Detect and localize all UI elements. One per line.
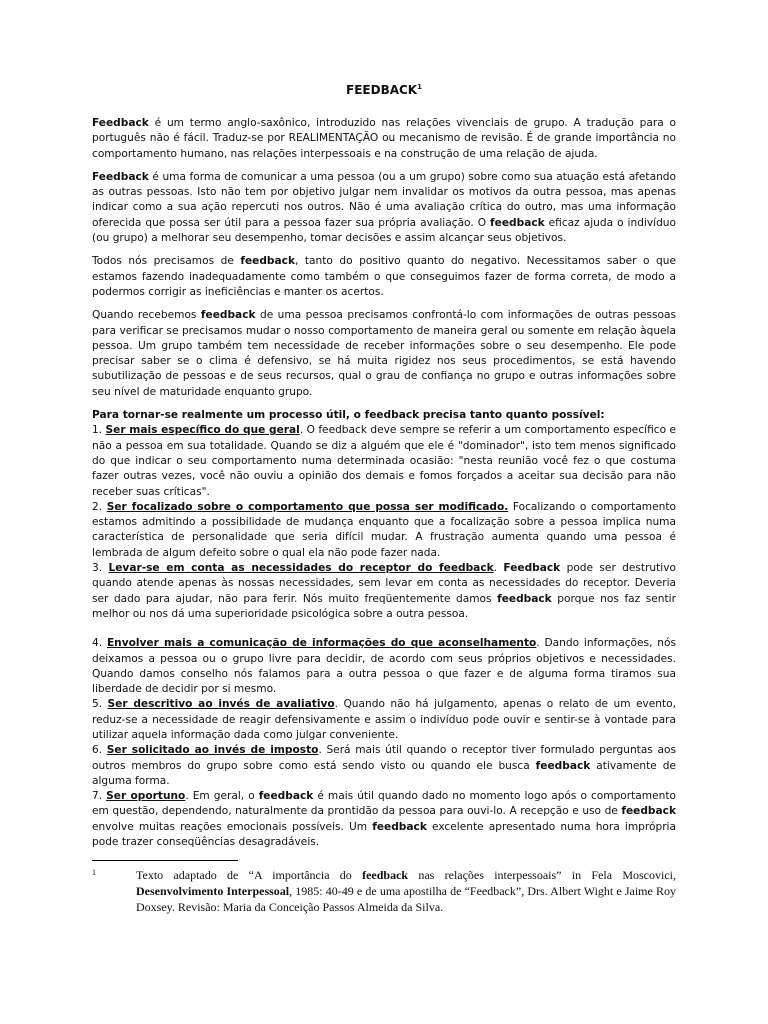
paragraph-receiving: Quando recebemos feedback de uma pessoa precisamos confrontá-lo com informações de outras pessoas para verificar se precisamos mudar o nosso comportamento de maneira geral ou somente em relação àquela pessoa. Um grupo também tem necessidade de receber informações sobre o seu desempenho. Ele pode precisar saber se o clima é defensivo, se há muita rigidez nos seus procedimentos, se está havendo subutilização de pessoas e de seus recursos, qual o grau de confiança no grupo e outras informações sobre seu nível de maturidade enquanto grupo. — [92, 309, 676, 398]
paragraph-definition: Feedback é um termo anglo-saxônico, introduzido nas relações vivenciais de grupo. A tradução para o português não é fácil. Traduz-se por REALIMENTAÇÃO ou mecanismo de revisão. É de grande importância no comportamento humano, nas relações interpessoais e na construção de uma relação de ajuda. — [92, 117, 676, 160]
list-item-4: 4. Envolver mais a comunicação de informações do que aconselhamento. Dando informações, nós deixamos a pessoa ou o grupo livre para decidir, de acordo com seus próprios objetivos e necessidades. Quando damos conselho nós falamos para a outra pessoa o que fazer e de alguma forma tiramos sua liberdade de decidir por si mesmo. — [92, 637, 676, 696]
footnote — [92, 867, 676, 915]
list-item-5: 5. Ser descritivo ao invés de avaliativo. Quando não há julgamento, apenas o relato de um evento, reduz-se a necessidade de reagir defensivamente e assim o indivíduo pode ouvir e sentir-se à vontade para utilizar aquela informação dada como julgar conveniente. — [92, 698, 676, 741]
list-item-7: 7. Ser oportuno. Em geral, o feedback é mais útil quando dado no momento logo após o comportamento em questão, dependendo, naturalmente da prontidão da pessoa para ouvi-lo. A recepção e uso de feedback envolve muitas reações emocionais possíveis. Um feedback excelente apresentado numa hora imprópria pode trazer conseqüências desagradáveis. — [92, 790, 676, 849]
footnote-separator — [92, 860, 238, 861]
list-item-2: 2. Ser focalizado sobre o comportamento que possa ser modificado. Focalizando o comportamento estamos admitindo a possibilidade de mudança enquanto que a focalização sobre a pessoa implica numa característica de personalidade que seria difícil mudar. A frustração aumenta quando uma pessoa é lembrada de algum defeito sobre o qual ela não pode fazer nada. — [92, 500, 676, 559]
paragraph-need: Todos nós precisamos de feedback, tanto do positivo quanto do negativo. Necessitamos saber o que estamos fazendo inadequadamente como também o que conseguimos fazer de forma correta, de modo a podermos corrigir as ineficiências e manter os acertos. — [92, 255, 676, 298]
list-item-1: 1. Ser mais específico do que geral. O feedback deve sempre se referir a um comportamento específico e não a pessoa em sua totalidade. Quando se diz a alguém que ele é "dominador", isto tem menos significado do que indicar o seu comportamento numa determinada ocasião: "nesta reunião você fez o que costuma fazer outras vezes, você não ouviu a opinião dos demais e fomos forçados a aceitar sua decisão para não receber suas críticas". — [92, 424, 676, 498]
list-item-6: 6. Ser solicitado ao invés de imposto. Será mais útil quando o receptor tiver formulado perguntas aos outros membros do grupo sobre como está sendo visto ou quando ele busca feedback ativamente de alguma forma. — [92, 744, 676, 787]
document-title: FEEDBACK$^1$ — [346, 83, 422, 97]
list-item-3: 3. Levar-se em conta as necessidades do receptor do feedback. Feedback pode ser destrutivo quando atende apenas às nossas necessidades, sem levar em conta as necessidades do receptor. Deveria ser dado para ajudar, não para ferir. Nós muito freqüentemente damos feedback porque nos faz sentir melhor ou nos dá uma superioridade psicológica sobre a outra pessoa. — [92, 562, 676, 620]
footnote-mark: 1 — [92, 868, 96, 878]
footnote-reference[interactable]: 1 — [417, 83, 422, 91]
document-page — [92, 82, 676, 915]
list-intro: Para tornar-se realmente um processo útil, o feedback precisa tanto quanto possível: — [92, 409, 605, 422]
spacer — [92, 622, 676, 636]
paragraph-communication: Feedback é uma forma de comunicar a uma pessoa (ou a um grupo) sobre como sua atuação está afetando as outras pessoas. Isto não tem por objetivo julgar nem invalidar os motivos da outra pessoa, mas apenas indicar como a sua ação repercuti nos outros. Não é uma avaliação crítica do outro, mas uma informação oferecida que possa ser útil para a pessoa fazer sua própria avaliação. O feedback eficaz ajuda o indivíduo (ou grupo) a melhorar seu desempenho, tomar decisões e assim alcançar seus objetivos. — [92, 170, 677, 245]
footnote-text: Texto adaptado de “A importância do feedback nas relações interpessoais” in Fela Moscovici, Desenvolvimento Interpessoal, 1985: 40-49 e de uma apostilha de “Feedback”, Drs. Albert Wight e Jaime Roy Doxsey. Revisão: Maria da Conceição Passos Almeida da Silva. — [136, 868, 676, 915]
